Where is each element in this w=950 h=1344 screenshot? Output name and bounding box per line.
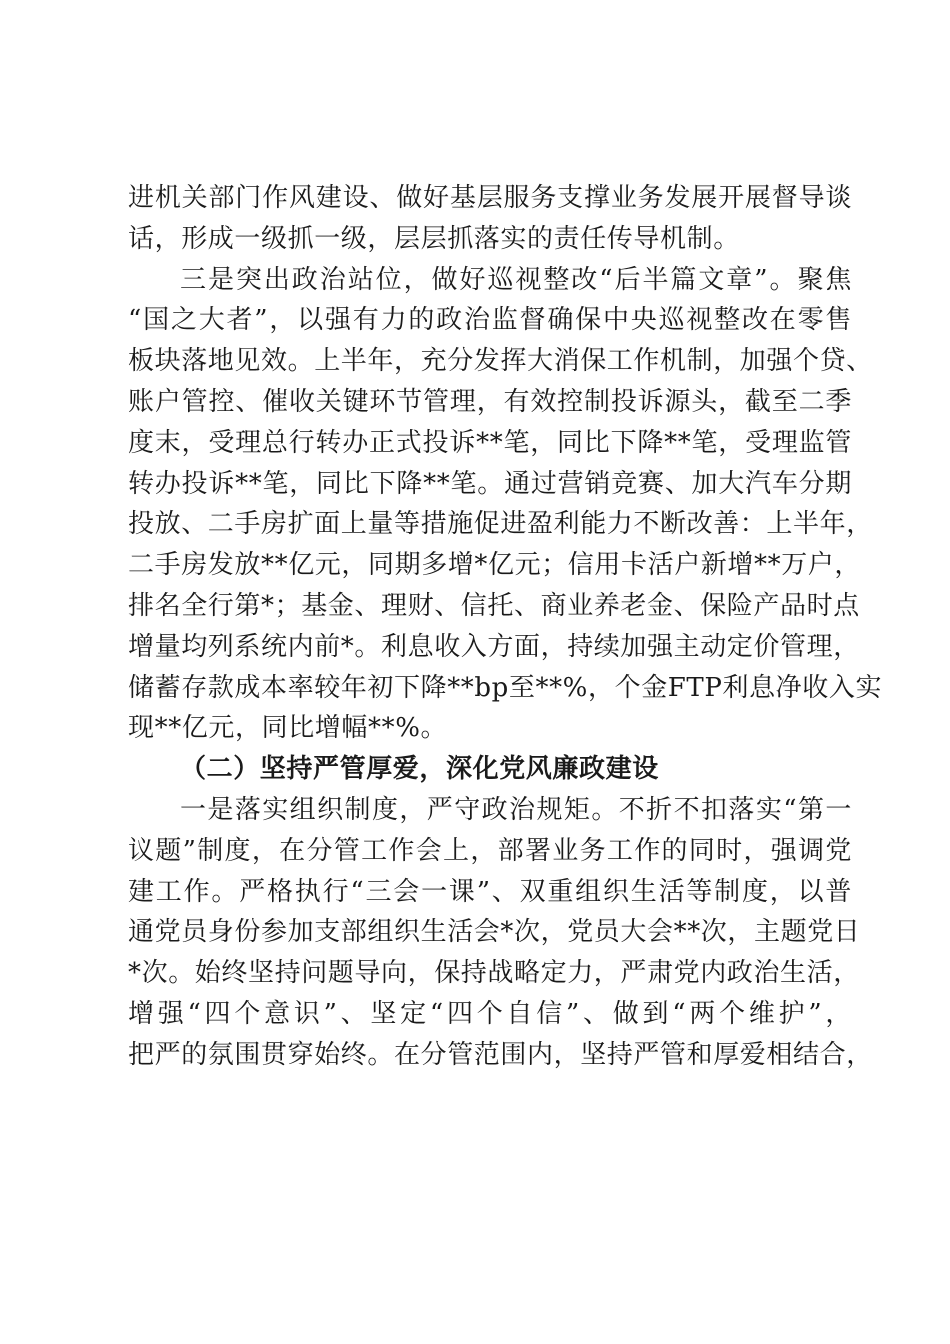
body-line: 把严的氛围贯穿始终。在分管范围内，坚持严管和厚爱相结合，: [128, 1039, 873, 1070]
body-line: 话，形成一级抓一级，层层抓落实的责任传导机制。: [128, 223, 740, 254]
body-line: 二手房发放**亿元，同期多增*亿元；信用卡活户新增**万户，: [128, 550, 862, 581]
document-body: [128, 178, 883, 1076]
body-line: 进机关部门作风建设、做好基层服务支撑业务发展开展督导谈: [128, 183, 852, 213]
body-line: 通党员身份参加支部组织生活会*次，党员大会**次，主题党日: [128, 917, 861, 948]
body-line: 储蓄存款成本率较年初下降**bp至**%，个金FTP利息净收入实: [128, 672, 883, 703]
body-line: 投放、二手房扩面上量等措施促进盈利能力不断改善：上半年，: [128, 509, 873, 540]
body-line: “国之大者”，以强有力的政治监督确保中央巡视整改在零售: [128, 305, 852, 336]
body-line: 增强“四个意识”、坚定“四个自信”、做到“两个维护”，: [128, 998, 852, 1029]
body-line: 现**亿元，同比增幅**%。: [128, 713, 448, 744]
body-line: 度末，受理总行转办正式投诉**笔，同比下降**笔，受理监管: [128, 427, 852, 458]
body-line: 建工作。严格执行“三会一课”、双重组织生活等制度，以普: [128, 876, 852, 907]
paragraph-start-line: 一是落实组织制度，严守政治规矩。不折不扣落实“第一: [180, 794, 852, 825]
body-line: 转办投诉**笔，同比下降**笔。通过营销竞赛、加大汽车分期: [128, 468, 852, 499]
body-line: 账户管控、催收关键环节管理，有效控制投诉源头，截至二季: [128, 386, 852, 417]
body-line: 增量均列系统内前*。利息收入方面，持续加强主动定价管理，: [128, 631, 860, 662]
body-line: 板块落地见效。上半年，充分发挥大消保工作机制，加强个贷、: [128, 346, 873, 377]
body-line: 排名全行第*；基金、理财、信托、商业养老金、保险产品时点: [128, 590, 860, 621]
section-heading: （二）坚持严管厚爱，深化党风廉政建设: [180, 754, 659, 785]
body-line: *次。始终坚持问题导向，保持战略定力，严肃党内政治生活，: [128, 958, 860, 989]
body-line: 议题”制度，在分管工作会上，部署业务工作的同时，强调党: [128, 835, 852, 866]
paragraph-start-line: 三是突出政治站位，做好巡视整改“后半篇文章”。聚焦: [180, 264, 852, 295]
